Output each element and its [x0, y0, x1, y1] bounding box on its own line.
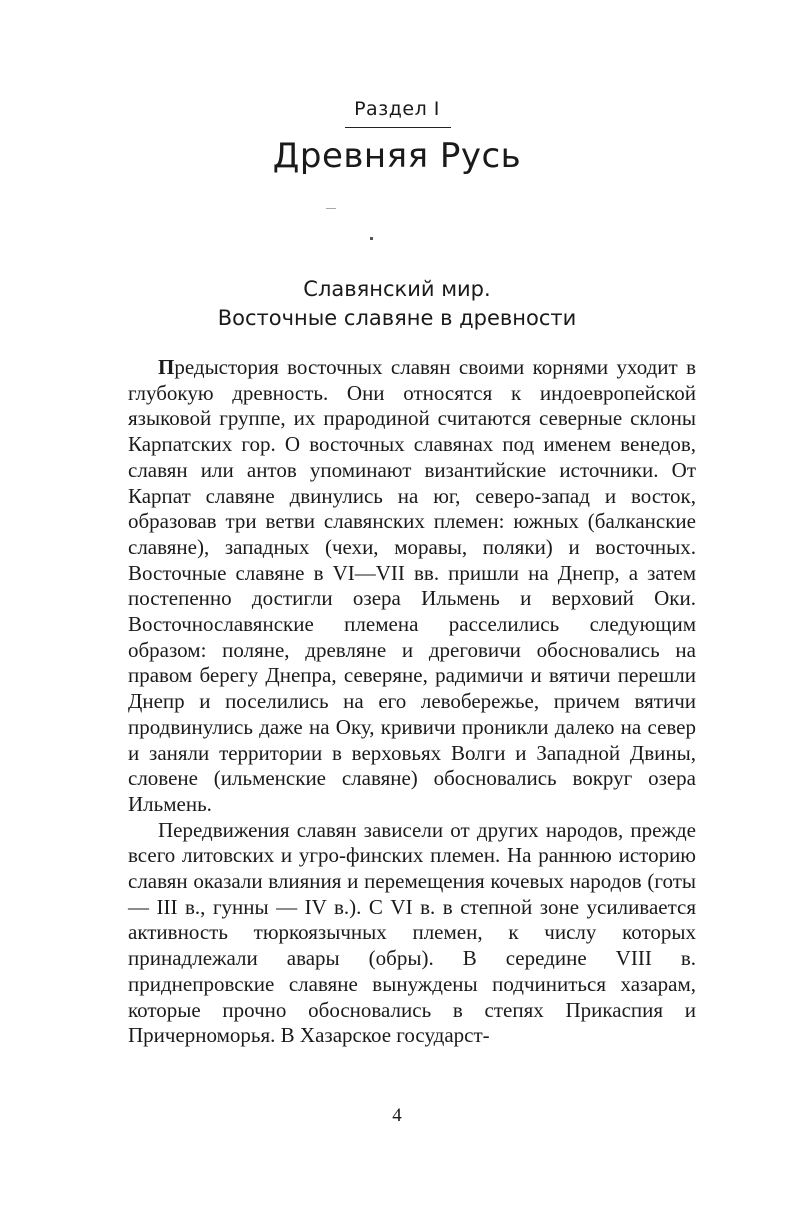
- page-number: 4: [392, 1105, 402, 1126]
- drop-cap: П: [158, 355, 175, 379]
- print-speck: [326, 208, 336, 209]
- chapter-title-line-1: Славянский мир.: [303, 277, 491, 301]
- section-divider: [345, 127, 451, 128]
- print-speck: [370, 237, 373, 240]
- body-text: [128, 355, 696, 1049]
- paragraph-1: [128, 355, 696, 818]
- paragraph-2: Передвижения славян зависели от других народов, прежде всего литовских и угро-финских племен. На раннюю историю славян оказали влияния и перемещения кочевых народов (готы — III в., гунны — IV в.). С VI в. в степной зоне усиливается активность тюркоязычных племен, к числу которых принадлежали авары (обры). В середине VIII в. приднепровские славяне вынуждены подчиниться хазарам, которые прочно обосновались в степях Прикаспия и Причерноморья. В Хазарское государст-: [128, 817, 696, 1048]
- section-label: Раздел I: [354, 98, 440, 120]
- chapter-title: [0, 275, 794, 333]
- part-title: Древняя Русь: [272, 136, 522, 176]
- chapter-title-line-2: Восточные славяне в древности: [217, 306, 577, 330]
- paragraph-1-text: редыстория восточных славян своими корнями уходит в глубокую древность. Они относятся к индоевропейской языковой группе, их прародиной считаются северные склоны Карпатских гор. О восточных славянах под именем венедов, славян или антов упоминают византийские источники. От Карпат славяне двинулись на юг, северо-запад и восток, образовав три ветви славянских племен: южных (балканские славяне), западных (чехи, моравы, поляки) и восточных. Восточные славяне в VI—VII вв. пришли на Днепр, а затем постепенно достигли озера Ильмень и верховий Оки. Восточнославянские племена расселились следующим образом: поляне, древляне и дреговичи обосновались на правом берегу Днепра, северяне, радимичи и вятичи перешли Днепр и поселились на его левобережье, причем вятичи продвинулись даже на Оку, кривичи проникли далеко на север и заняли территории в верховьях Волги и Западной Двины, словене (ильменские славяне) обосновались вокруг озера Ильмень.: [128, 355, 696, 816]
